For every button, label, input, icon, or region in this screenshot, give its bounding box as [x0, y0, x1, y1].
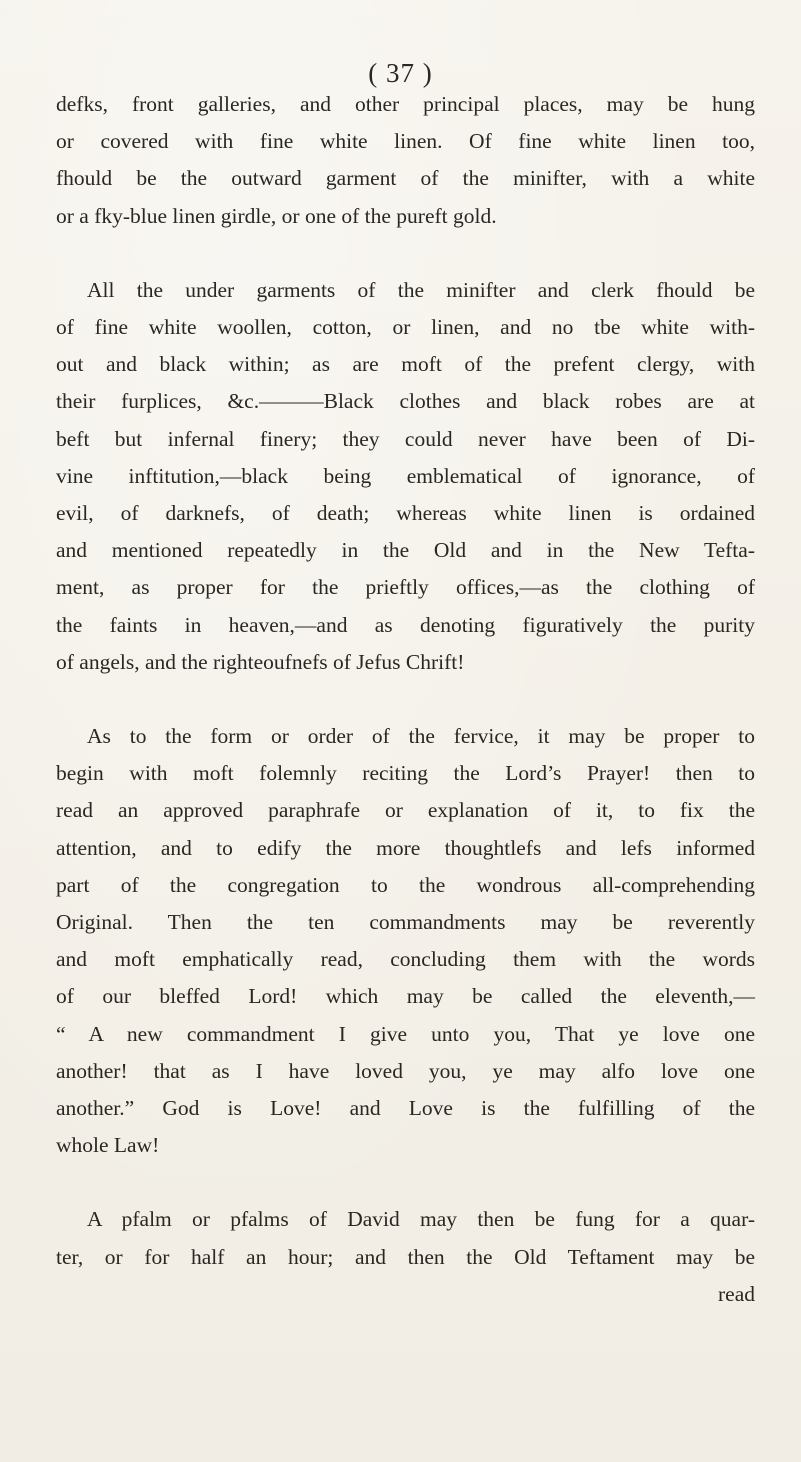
text-line: “ A new commandment I give unto you, That ye love one [56, 1021, 755, 1046]
paragraph-1 [56, 86, 755, 235]
text-line: the faints in heaven,—and as denoting figuratively the purity [56, 612, 755, 637]
text-line: whole Law! [56, 1133, 160, 1158]
text-line: and mentioned repeatedly in the Old and in the New Tefta- [56, 538, 755, 563]
text-line: their furplices, &c.———Black clothes and black robes are at [56, 389, 755, 414]
text-line: and moft emphatically read, concluding them with the words [56, 947, 755, 972]
text-line: of our bleffed Lord! which may be called the eleventh,— [56, 984, 755, 1009]
text-line: or a fky-blue linen girdle, or one of the pureft gold. [56, 203, 497, 228]
text-line: ter, or for half an hour; and then the Old Teftament may be [56, 1244, 755, 1269]
text-line: read an approved paraphrafe or explanation of it, to fix the [56, 798, 755, 823]
text-line: All the under garments of the minifter and clerk fhould be [87, 277, 755, 302]
body-text [56, 86, 755, 1350]
text-line: another! that as I have loved you, ye may alfo love one [56, 1058, 755, 1083]
text-line: defks, front galleries, and other principal places, may be hung [56, 92, 755, 116]
paragraph-4 [56, 1201, 755, 1313]
text-line: vine inftitution,—black being emblematical of ignorance, of [56, 463, 755, 488]
text-line: A pfalm or pfalms of David may then be fung for a quar- [87, 1207, 755, 1232]
text-line: begin with moft folemnly reciting the Lord’s Prayer! then to [56, 761, 755, 786]
paragraph-3 [56, 718, 755, 1164]
text-line: fhould be the outward garment of the minifter, with a white [56, 166, 755, 191]
paragraph-2 [56, 272, 755, 681]
text-line: out and black within; as are moft of the prefent clergy, with [56, 352, 755, 377]
text-line: attention, and to edify the more thoughtlefs and lefs informed [56, 835, 755, 860]
text-line: ment, as proper for the prieftly offices,—as the clothing of [56, 575, 755, 600]
text-line: of fine white woollen, cotton, or linen, and no tbe white with- [56, 315, 755, 340]
text-line: or covered with fine white linen. Of fine white linen too, [56, 129, 755, 154]
text-line: part of the congregation to the wondrous all-comprehending [56, 872, 755, 897]
text-line: of angels, and the righteoufnefs of Jefus Chrift! [56, 649, 465, 674]
text-line: beft but infernal finery; they could never have been of Di- [56, 426, 755, 451]
text-line: another.” God is Love! and Love is the fulfilling of the [56, 1096, 755, 1121]
page-number: ( 37 ) [368, 58, 433, 88]
text-line: As to the form or order of the fervice, it may be proper to [87, 724, 755, 749]
text-line: evil, of darknefs, of death; whereas white linen is ordained [56, 501, 755, 526]
catchword: read [718, 1281, 755, 1306]
text-line: Original. Then the ten commandments may be reverently [56, 910, 755, 935]
